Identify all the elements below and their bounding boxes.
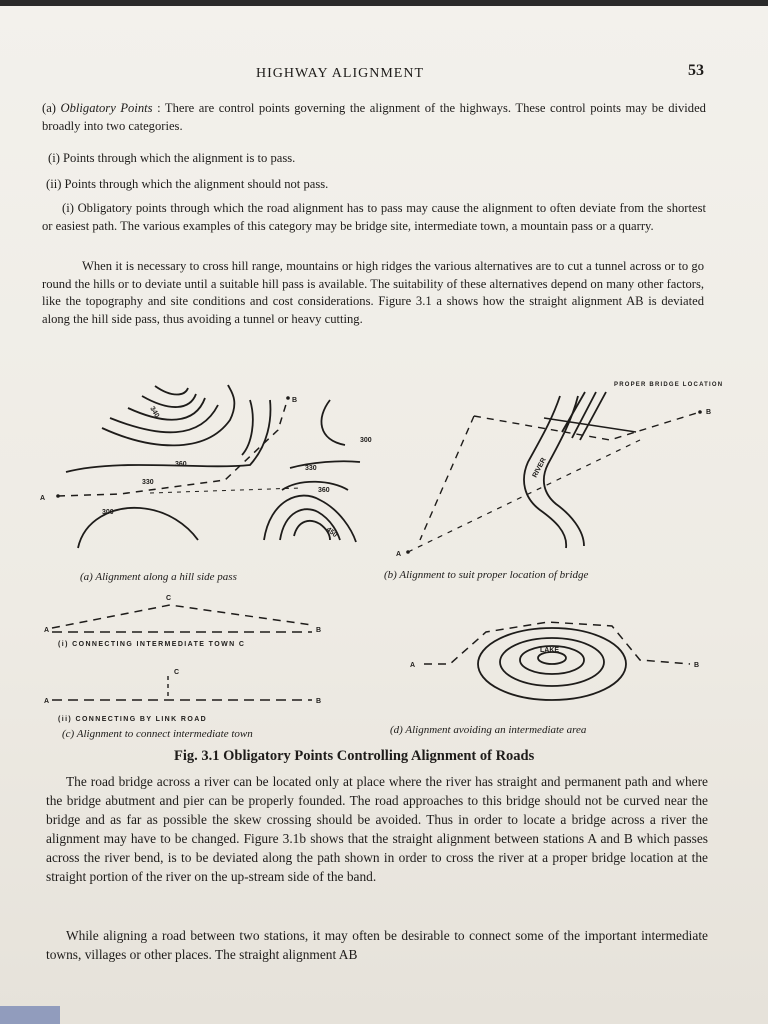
label-c-ii-B: B: [316, 698, 322, 705]
caption-c-i: (i) CONNECTING INTERMEDIATE TOWN C: [58, 641, 246, 648]
label-c-ii-C: C: [174, 669, 180, 676]
label-d-A: A: [410, 662, 416, 669]
straight-ab-b: [408, 440, 640, 552]
label-a-360: 360: [175, 461, 187, 468]
intro-sep: :: [152, 101, 165, 115]
label-a-340: 340: [148, 405, 161, 420]
item-ii: (ii) Points through which the alignment should not pass.: [46, 177, 329, 191]
label-a-450: 450: [324, 526, 339, 540]
label-a-B: B: [292, 397, 298, 404]
para-bridge: The road bridge across a river can be located only at place where the river has straight and permanent path and where the bridge abutment and pier can be properly founded. The road approaches to this bridge should not be curved near the bridge and as far as possible the skew crossing should be avoided. Thus in order to locate a bridge across a river the alignment may have to be changed. Figure 3.1b shows that the straight alignment between stations A and B which passes across the river bend, is to be deviated along the path shown in order to cross the river at a proper bridge location at the straight portion of the river on the up-stream side of the band.: [46, 774, 708, 884]
straight-ab-a: [150, 488, 300, 493]
caption-b: (b) Alignment to suit proper location of bridge: [384, 569, 589, 581]
para-hill: When it is necessary to cross hill range, mountains or high ridges the various alternatives are to cut a tunnel across or to go round the hills or to deviate until a suitable hill pass is available. The suitability of these alternatives depend on many other factors, like the topography and site conditions and cost considerations. Figure 3.1 a shows how the straight alignment AB is deviated along the hill side pass, thus avoiding a tunnel or heavy cutting.: [42, 259, 704, 326]
intro-lead: (a): [42, 101, 56, 115]
label-a-360b: 360: [318, 487, 330, 494]
para-towns: While aligning a road between two stations, it may often be desirable to connect some of the important intermediate towns, villages or other places. The straight alignment AB: [46, 928, 708, 962]
figure-title: Fig. 3.1 Obligatory Points Controlling Alignment of Roads: [174, 748, 535, 764]
alignment-c-i: [52, 605, 312, 628]
caption-a: (a) Alignment along a hill side pass: [80, 571, 237, 583]
label-d-B: B: [694, 662, 700, 669]
item-i: (i) Points through which the alignment is to pass.: [48, 151, 296, 165]
intro-term: Obligatory Points: [60, 101, 153, 115]
label-a-A: A: [40, 495, 46, 502]
alignment-b-left: [420, 416, 474, 540]
label-c-i-A: A: [44, 627, 50, 634]
label-c-i-C: C: [166, 595, 172, 602]
lake-d: [478, 628, 626, 700]
label-a-300b: 300: [102, 509, 114, 516]
contour-a-lower: [78, 508, 198, 548]
label-a-300a: 300: [360, 437, 372, 444]
contour-a-upper: [66, 385, 270, 472]
label-a-330a: 330: [142, 479, 154, 486]
caption-d: (d) Alignment avoiding an intermediate area: [390, 724, 587, 736]
caption-c: (c) Alignment to connect intermediate town: [62, 728, 253, 740]
label-a-330b: 330: [305, 465, 317, 472]
label-b-bridge: PROPER BRIDGE LOCATION: [614, 382, 724, 388]
alignment-a: [58, 398, 288, 496]
page-number: 53: [688, 62, 704, 79]
para-i: (i) Obligatory points through which the road alignment has to pass may cause the alignment to often deviate from the shortest or easiest path. The various examples of this category may be bridge site, intermediate town, a mountain pass or a quarry.: [42, 201, 706, 233]
label-b-A: A: [396, 551, 402, 558]
label-b-B: B: [706, 409, 712, 416]
label-b-river: RIVER: [531, 456, 548, 479]
label-c-ii-A: A: [44, 698, 50, 705]
intro-text: There are control points governing the alignment of the highways. These control points may be divided broadly into two categories.: [42, 101, 706, 133]
label-d-lake: LAKE: [540, 647, 560, 654]
caption-c-ii: (ii) CONNECTING BY LINK ROAD: [58, 716, 208, 723]
label-c-i-B: B: [316, 627, 322, 634]
scan-corner-shadow: [0, 1006, 60, 1024]
running-header: HIGHWAY ALIGNMENT: [256, 66, 425, 81]
